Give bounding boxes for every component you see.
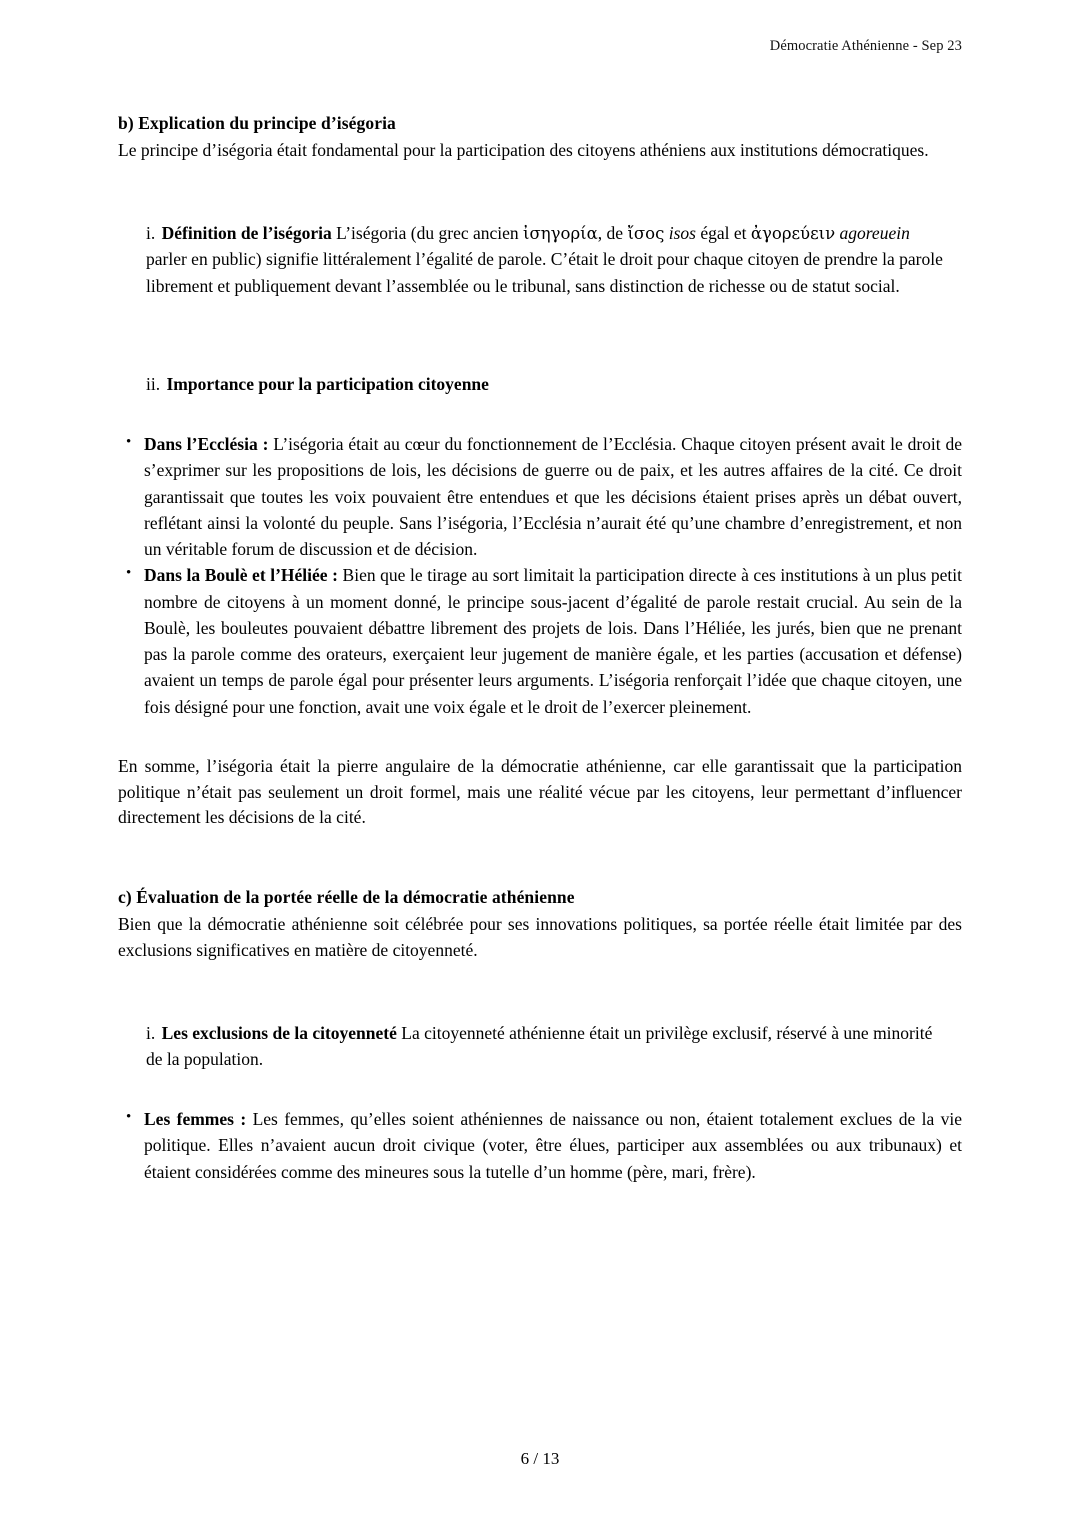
spacer [118,299,962,371]
spacer [118,1072,962,1106]
bullet-label: Dans la Boulè et l’Héliée : [144,565,338,586]
greek-term-isegoria: ἰσηγορία [523,223,598,243]
section-b-heading: b) Explication du principe d’iségoria [118,113,396,133]
greek-term-isos: ἴσος [627,223,665,243]
subsection-b-ii-number: ii. [146,373,161,394]
list-item [118,1106,962,1185]
spacer [118,720,962,754]
page-number: 6 / 13 [520,1449,560,1468]
spacer [118,964,962,1020]
bullet-text: L’iségoria était au cœur du fonctionnement de l’Ecclésia. Chaque citoyen présent avait le droit de s’exprimer sur les propositions de lois, les décisions de guerre ou de paix, et les autres affaires de la cité. Ce droit garantissait que toutes les voix pouvaient être entendues et que les décisions étaient prises après un débat ouvert, reflétant ainsi la volonté du peuple. Sans l’iségoria, l’Ecclésia n’aurait été qu’une chambre d’enregistrement, et non un véritable forum de discussion et de décision. [144,434,962,560]
bullet-label: Dans l’Ecclésia : [144,434,269,455]
section-c-intro: Bien que la démocratie athénienne soit célébrée pour ses innovations politiques, sa portée réelle était limitée par des exclusions significatives en matière de citoyenneté. [118,914,962,960]
subsection-b-i-number: i. [146,222,156,243]
bullet-text: Les femmes, qu’elles soient athéniennes de naissance ou non, étaient totalement exclues de la vie politique. Elles n’avaient aucun droit civique (voter, être élues, participer aux assemblées ou aux tribunaux) et étaient considérées comme des mineures sous la tutelle d’un homme (père, mari, frère). [144,1109,963,1182]
subsection-b-i-text-1: L’iségoria (du grec ancien [331,222,524,243]
italic-isos: isos [668,222,696,243]
greek-term-agoreuein: ἀγορεύειν [750,223,836,243]
subsection-b-i [146,220,952,299]
subsection-b-ii-title: Importance pour la participation citoyenne [166,373,489,394]
subsection-b-ii [146,371,952,397]
spacer [118,164,962,220]
section-b-intro: Le principe d’iségoria était fondamental pour la participation des citoyens athéniens aux institutions démocratiques. [118,140,929,160]
spacer [118,831,962,887]
subsection-b-i-text-3: égal et [695,222,751,243]
subsection-c-i-number: i. [146,1022,156,1043]
list-item [118,431,962,562]
subsection-c-i-text: La citoyenneté athénienne était un privilège exclusif, réservé à une minorité de la population. [146,1022,933,1069]
bullet-text: Bien que le tirage au sort limitait la participation directe à ces institutions à un plus petit nombre de citoyens à un moment donné, le principe sous-jacent d’égalité de parole restait crucial. Au sein de la Boulè, les bouleutes pouvaient débattre librement des projets de lois. Dans l’Héliée, les jurés, bien que ne prenant pas la parole comme des orateurs, exerçaient leur jugement de manière égale, et les parties (accusation et défense) avaient un temps de parole égal pour présenter leurs arguments. L’iségoria renforçait l’idée que chaque citoyen, une fois désigné pour une fonction, avait une voix égale et le droit de l’exercer pleinement. [144,565,962,717]
spacer [118,397,962,431]
section-c-bullet-list [118,1106,962,1185]
subsection-b-i-text-2: , de [597,222,628,243]
subsection-b-i-text-4: parler en public) signifie littéralement l’égalité de parole. C’était le droit pour chaque citoyen de prendre la parole librement et publiquement devant l’assemblée ou le tribunal, sans distinction de richesse ou de statut social. [146,249,943,296]
section-b-bullet-list [118,431,962,720]
section-c-heading: c) Évaluation de la portée réelle de la démocratie athénienne [118,887,575,908]
page-footer [0,1449,1080,1469]
bullet-label: Les femmes : [144,1109,247,1130]
subsection-c-i [146,1020,952,1073]
italic-agoreuein: agoreuein [839,222,910,243]
running-header: Démocratie Athénienne - Sep 23 [769,38,962,54]
subsection-c-i-title: Les exclusions de la citoyenneté [161,1022,397,1043]
section-b-conclusion: En somme, l’iségoria était la pierre angulaire de la démocratie athénienne, car elle garantissait que la participation politique n’était pas seulement un droit formel, mais une réalité vécue par les citoyens, leur permettant d’influencer directement les décisions de la cité. [118,755,962,828]
list-item [118,562,962,720]
subsection-b-i-title: Définition de l’iségoria [161,222,332,243]
